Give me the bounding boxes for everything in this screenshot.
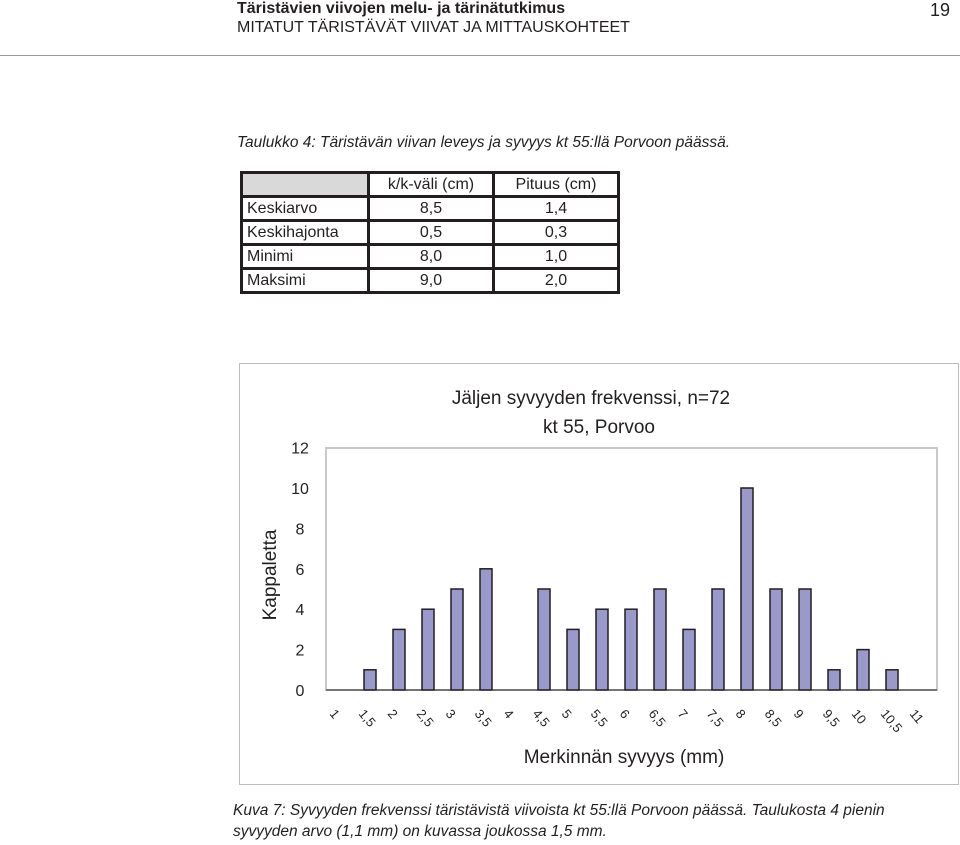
x-tick-label: 1,5 <box>355 706 379 730</box>
y-tick-label: 4 <box>295 602 305 620</box>
bar <box>538 589 550 690</box>
x-tick-label: 4 <box>500 706 517 722</box>
y-tick-label: 10 <box>291 481 309 498</box>
y-tick-label: 8 <box>295 521 305 539</box>
cell-kk: 8,5 <box>369 197 494 221</box>
cell-kk: 0,5 <box>369 221 494 245</box>
row-label: Minimi <box>242 245 369 269</box>
page-number: 19 <box>929 0 950 20</box>
x-axis-label: Merkinnän syvyys (mm) <box>523 747 725 768</box>
x-tick-label: 3 <box>442 706 459 722</box>
bar <box>364 670 376 690</box>
bar <box>712 589 724 690</box>
bar <box>567 629 579 690</box>
cell-kk: 9,0 <box>369 269 494 293</box>
cell-pituus: 1,0 <box>494 245 619 269</box>
bar <box>799 589 811 690</box>
bar <box>828 670 840 690</box>
page-header-title: Täristävien viivojen melu- ja tärinätutkimus <box>237 0 566 17</box>
x-tick-label: 6,5 <box>645 706 669 730</box>
x-tick-label: 4,5 <box>529 706 553 730</box>
row-label: Keskihajonta <box>242 221 369 245</box>
bar <box>741 488 753 690</box>
bar <box>886 670 898 690</box>
x-tick-label: 1 <box>326 706 343 722</box>
x-tick-label: 7 <box>674 706 691 722</box>
bar <box>857 650 869 690</box>
x-tick-label: 2 <box>384 706 401 722</box>
x-tick-label: 2,5 <box>413 706 437 730</box>
bar <box>422 609 434 690</box>
x-tick-label: 8,5 <box>761 706 785 730</box>
x-tick-label: 10 <box>848 706 870 728</box>
cell-pituus: 0,3 <box>494 221 619 245</box>
figure-caption-line-1: Kuva 7: Syvyyden frekvenssi täristävistä viivoista kt 55:llä Porvoon päässä. Taulukosta 4 pienin <box>233 802 885 819</box>
figure-caption-line-2: syvyyden arvo (1,1 mm) on kuvassa joukossa 1,5 mm. <box>233 823 607 840</box>
x-tick-label: 10,5 <box>877 706 906 736</box>
bar <box>596 609 608 690</box>
y-axis-label: Kappaletta <box>260 529 281 621</box>
y-tick-label: 12 <box>291 440 309 458</box>
chart-title: Jäljen syvyyden frekvenssi, n=72 <box>451 388 731 409</box>
cell-pituus: 1,4 <box>494 197 619 221</box>
chart-subtitle: kt 55, Porvoo <box>543 417 655 438</box>
bar <box>480 569 492 690</box>
bar <box>625 609 637 690</box>
y-tick-label: 6 <box>295 561 305 579</box>
x-tick-label: 6 <box>616 706 633 722</box>
figure-caption <box>233 800 959 842</box>
column-header-kk-vali: k/k-väli (cm) <box>369 173 494 197</box>
x-tick-label: 11 <box>906 706 927 727</box>
table-caption: Taulukko 4: Täristävän viivan leveys ja syvyys kt 55:llä Porvoon päässä. <box>237 134 731 151</box>
x-tick-label: 5 <box>558 706 575 722</box>
row-label: Maksimi <box>242 269 369 293</box>
bar <box>654 589 666 690</box>
x-tick-label: 9 <box>790 706 807 722</box>
row-label: Keskiarvo <box>242 197 369 221</box>
x-tick-label: 9,5 <box>819 706 843 730</box>
y-tick-label: 0 <box>295 683 305 700</box>
cell-kk: 8,0 <box>369 245 494 269</box>
bar <box>683 629 695 690</box>
page-header-subtitle: MITATUT TÄRISTÄVÄT VIIVAT JA MITTAUSKOHTEET <box>237 19 630 36</box>
x-tick-label: 8 <box>732 706 749 722</box>
x-tick-label: 3,5 <box>471 706 495 730</box>
cell-pituus: 2,0 <box>494 269 619 293</box>
bar <box>770 589 782 690</box>
bar <box>451 589 463 690</box>
y-tick-label: 2 <box>295 642 305 660</box>
x-tick-label: 7,5 <box>703 706 727 730</box>
x-tick-label: 5,5 <box>587 706 611 730</box>
bar <box>393 629 405 690</box>
column-header-pituus: Pituus (cm) <box>494 173 619 197</box>
